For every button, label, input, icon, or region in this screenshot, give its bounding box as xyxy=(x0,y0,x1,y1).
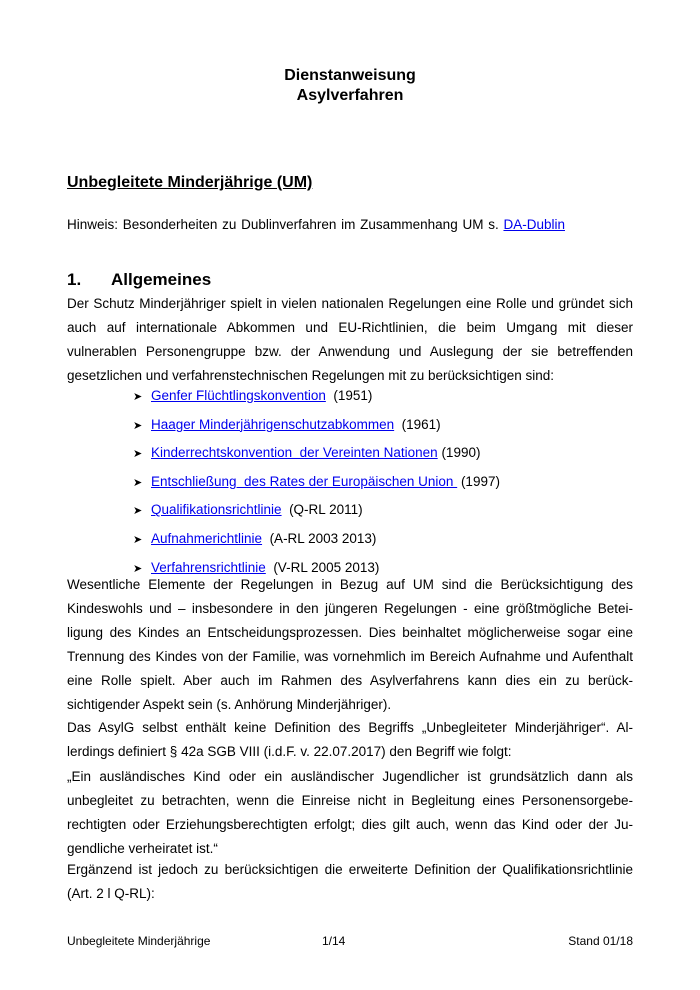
elements-paragraph: Wesentliche Elemente der Regelungen in Bezug auf UM sind die Berücksichtigung des Kindeswohls und – insbesondere in den jüngeren Regelungen - eine größtmögliche Beteiligung des Kindes an Entscheidungsprozessen. Dies beinhaltet möglicherweise sogar eine Trennung des Kindes von der Familie, was vornehmlich im Bereich Aufnahme und Aufenthalt eine Rolle spielt. Aber auch im Rahmen des Asylverfahrens kann dies ein zu berücksichtigender Aspekt sein (s. Anhörung Minderjähriger). xyxy=(67,577,633,712)
da-dublin-link[interactable]: DA-Dublin xyxy=(503,217,565,232)
footer-document-name: Unbegleitete Minderjährige xyxy=(67,934,211,948)
list-item-suffix: (1961) xyxy=(394,416,441,432)
arrow-bullet-icon: ➤ xyxy=(133,533,143,546)
hint-note xyxy=(67,217,565,232)
arrow-bullet-icon: ➤ xyxy=(133,562,143,575)
section-title: Unbegleitete Minderjährige (UM) xyxy=(67,174,313,191)
list-item-suffix: (1990) xyxy=(437,445,481,461)
arrow-bullet-icon: ➤ xyxy=(133,419,143,432)
arrow-bullet-icon: ➤ xyxy=(133,391,143,403)
aufnahmerichtlinie-link[interactable]: Aufnahmerichtlinie xyxy=(151,530,263,546)
list-item xyxy=(133,382,500,411)
heading-allgemeines xyxy=(67,270,211,290)
list-item-suffix: (A-RL 2003 2013) xyxy=(262,530,377,546)
document-title xyxy=(0,66,700,106)
arrow-bullet-icon: ➤ xyxy=(133,505,143,518)
heading-label: Allgemeines xyxy=(111,270,212,289)
list-item-suffix: (1997) xyxy=(457,473,500,489)
kinderrechtskonvention-link[interactable]: Kinderrechtskonvention der Vereinten Nationen xyxy=(151,445,438,461)
list-item xyxy=(133,468,500,497)
list-item-suffix: (V-RL 2005 2013) xyxy=(265,559,380,575)
list-item xyxy=(133,439,500,468)
quote-paragraph: „Ein ausländisches Kind oder ein ausländischer Jugendlicher ist grundsätzlich dann als unbegleitet zu betrachten, wenn die Einreise nicht in Begleitung eines Personensorgeberechtigten oder Erziehungsberechtigten erfolgt; dies gilt auch, wenn das Kind oder der Jugendliche verheiratet ist.“ xyxy=(67,769,633,856)
title-line-2: Asylverfahren xyxy=(296,87,404,104)
heading-number: 1. xyxy=(67,270,82,289)
list-item xyxy=(133,411,500,440)
entschliessung-link[interactable]: Entschließung des Rates der Europäischen Union xyxy=(151,473,458,489)
hint-text: Hinweis: Besonderheiten zu Dublinverfahren im Zusammenhang UM s. xyxy=(67,217,504,232)
footer-status-date: Stand 01/18 xyxy=(568,934,633,948)
intro-paragraph: Der Schutz Minderjähriger spielt in vielen nationalen Regelungen eine Rolle und gründet sich auch auf internationale Abkommen und EU-Richtlinien, die beim Umgang mit dieser vulnerablen Personengruppe bzw. der Anwendung und Auslegung der sie betreffenden gesetzlichen und verfahrenstechnischen Regelungen mit zu berücksichtigen sind: xyxy=(67,296,633,383)
conventions-list xyxy=(133,382,500,582)
list-item xyxy=(133,525,500,554)
arrow-bullet-icon: ➤ xyxy=(133,476,143,489)
verfahrensrichtlinie-link[interactable]: Verfahrensrichtlinie xyxy=(151,559,266,575)
ergaenzend-paragraph: Ergänzend ist jedoch zu berücksichtigen die erweiterte Definition der Qualifikationsrichtlinie (Art. 2 l Q-RL): xyxy=(67,862,633,901)
arrow-bullet-icon: ➤ xyxy=(133,448,143,461)
qualifikationsrichtlinie-link[interactable]: Qualifikationsrichtlinie xyxy=(151,502,282,518)
haager-abkommen-link[interactable]: Haager Minderjährigenschutzabkommen xyxy=(151,416,395,432)
list-item xyxy=(133,496,500,525)
title-line-1: Dienstanweisung xyxy=(284,67,416,84)
asylg-paragraph: Das AsylG selbst enthält keine Definition des Begriffs „Unbegleiteter Minderjähriger“. Allerdings definiert § 42a SGB VIII (i.d.F. v. 22.07.2017) den Begriff wie folgt: xyxy=(67,720,633,759)
footer-page-number: 1/14 xyxy=(322,934,346,948)
genfer-konvention-link[interactable]: Genfer Flüchtlingskonvention xyxy=(151,388,326,403)
list-item-suffix: (1951) xyxy=(325,388,373,403)
list-item-suffix: (Q-RL 2011) xyxy=(281,502,363,518)
